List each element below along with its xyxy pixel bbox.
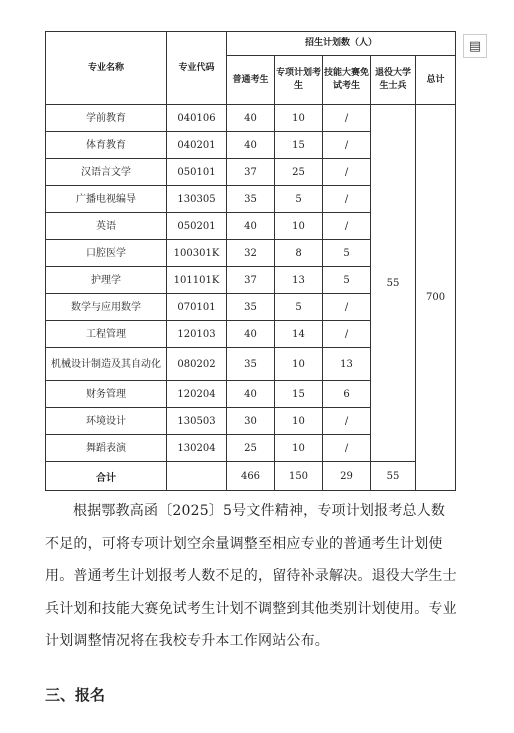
special-cell: 10 bbox=[275, 105, 323, 132]
special-cell: 5 bbox=[275, 294, 323, 321]
major-name-cell: 数学与应用数学 bbox=[46, 294, 167, 321]
major-name-cell: 学前教育 bbox=[46, 105, 167, 132]
table-row bbox=[46, 105, 456, 132]
regular-cell: 40 bbox=[227, 321, 275, 348]
regular-cell: 35 bbox=[227, 348, 275, 381]
regular-cell: 25 bbox=[227, 435, 275, 462]
skills-cell: / bbox=[323, 159, 371, 186]
major-name-cell: 舞蹈表演 bbox=[46, 435, 167, 462]
major-code-cell: 100301K bbox=[167, 240, 227, 267]
special-cell: 10 bbox=[275, 348, 323, 381]
sum-skills: 29 bbox=[323, 462, 371, 491]
special-cell: 25 bbox=[275, 159, 323, 186]
skills-cell: / bbox=[323, 105, 371, 132]
veterans-merged-cell: 55 bbox=[371, 105, 416, 462]
major-code-cell: 050201 bbox=[167, 213, 227, 240]
regular-cell: 35 bbox=[227, 294, 275, 321]
major-name-cell: 机械设计制造及其自动化 bbox=[46, 348, 167, 381]
special-cell: 10 bbox=[275, 435, 323, 462]
special-cell: 10 bbox=[275, 213, 323, 240]
header-regular: 普通考生 bbox=[227, 56, 275, 105]
major-code-cell: 120204 bbox=[167, 381, 227, 408]
major-code-cell: 120103 bbox=[167, 321, 227, 348]
table-view-icon[interactable]: ▤ bbox=[463, 34, 487, 58]
regular-cell: 37 bbox=[227, 159, 275, 186]
regular-cell: 40 bbox=[227, 381, 275, 408]
special-cell: 8 bbox=[275, 240, 323, 267]
enrollment-plan-table bbox=[45, 31, 456, 491]
major-code-cell: 130503 bbox=[167, 408, 227, 435]
regular-cell: 40 bbox=[227, 132, 275, 159]
major-code-cell: 130204 bbox=[167, 435, 227, 462]
regular-cell: 40 bbox=[227, 105, 275, 132]
special-cell: 15 bbox=[275, 381, 323, 408]
skills-cell: / bbox=[323, 321, 371, 348]
sum-label: 合计 bbox=[46, 462, 167, 491]
special-cell: 14 bbox=[275, 321, 323, 348]
major-name-cell: 英语 bbox=[46, 213, 167, 240]
header-skills-exempt: 技能大赛免试考生 bbox=[323, 56, 371, 105]
skills-cell: / bbox=[323, 294, 371, 321]
header-major-name: 专业名称 bbox=[46, 32, 167, 105]
skills-cell: 5 bbox=[323, 240, 371, 267]
major-name-cell: 护理学 bbox=[46, 267, 167, 294]
skills-cell: / bbox=[323, 186, 371, 213]
skills-cell: 5 bbox=[323, 267, 371, 294]
special-cell: 10 bbox=[275, 408, 323, 435]
sum-row bbox=[46, 462, 456, 491]
major-name-cell: 体育教育 bbox=[46, 132, 167, 159]
regular-cell: 37 bbox=[227, 267, 275, 294]
major-name-cell: 汉语言文学 bbox=[46, 159, 167, 186]
regular-cell: 40 bbox=[227, 213, 275, 240]
major-code-cell: 040201 bbox=[167, 132, 227, 159]
major-code-cell: 101101K bbox=[167, 267, 227, 294]
header-total: 总计 bbox=[416, 56, 456, 105]
header-veterans: 退役大学生士兵 bbox=[371, 56, 416, 105]
skills-cell: 6 bbox=[323, 381, 371, 408]
major-code-cell: 070101 bbox=[167, 294, 227, 321]
header-special: 专项计划考生 bbox=[275, 56, 323, 105]
special-cell: 13 bbox=[275, 267, 323, 294]
skills-cell: / bbox=[323, 408, 371, 435]
sum-veterans: 55 bbox=[371, 462, 416, 491]
special-cell: 15 bbox=[275, 132, 323, 159]
total-merged-cell: 700 bbox=[416, 105, 456, 491]
major-name-cell: 财务管理 bbox=[46, 381, 167, 408]
skills-cell: / bbox=[323, 435, 371, 462]
major-name-cell: 环境设计 bbox=[46, 408, 167, 435]
skills-cell: 13 bbox=[323, 348, 371, 381]
major-name-cell: 工程管理 bbox=[46, 321, 167, 348]
regular-cell: 32 bbox=[227, 240, 275, 267]
major-name-cell: 广播电视编导 bbox=[46, 186, 167, 213]
major-code-cell: 050101 bbox=[167, 159, 227, 186]
major-name-cell: 口腔医学 bbox=[46, 240, 167, 267]
regular-cell: 30 bbox=[227, 408, 275, 435]
skills-cell: / bbox=[323, 132, 371, 159]
section-heading: 三、报名 bbox=[45, 686, 106, 704]
regular-cell: 35 bbox=[227, 186, 275, 213]
sum-special: 150 bbox=[275, 462, 323, 491]
header-plan-group: 招生计划数（人） bbox=[227, 32, 456, 56]
major-code-cell: 040106 bbox=[167, 105, 227, 132]
special-cell: 5 bbox=[275, 186, 323, 213]
sum-regular: 466 bbox=[227, 462, 275, 491]
header-major-code: 专业代码 bbox=[167, 32, 227, 105]
skills-cell: / bbox=[323, 213, 371, 240]
major-code-cell: 080202 bbox=[167, 348, 227, 381]
major-code-cell: 130305 bbox=[167, 186, 227, 213]
sum-code bbox=[167, 462, 227, 491]
body-paragraph: 根据鄂教高函〔2025〕5号文件精神，专项计划报考总人数不足的，可将专项计划空余量调整至相应专业的普通考生计划使用。普通考生计划报考人数不足的，留待补录解决。退役大学生士兵计划和技能大赛免试考生计划不调整到其他类别计划使用。专业计划调整情况将在我校专升本工作网站公布。 bbox=[45, 503, 457, 649]
